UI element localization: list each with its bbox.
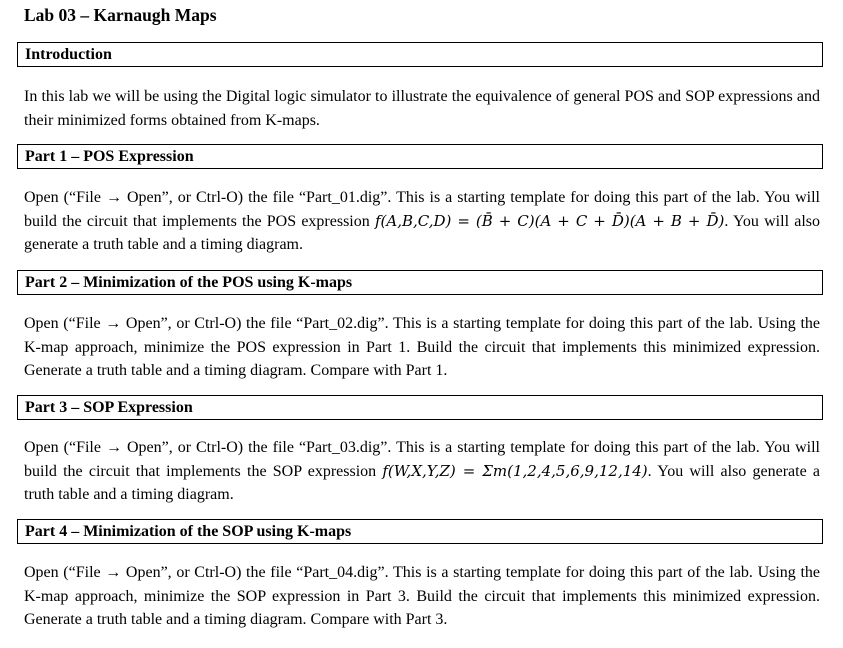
section-header-part-3: Part 3 – SOP Expression <box>17 395 823 420</box>
introduction-paragraph: In this lab we will be using the Digital logic simulator to illustrate the equivalence of general POS and SOP expressions and their minimized forms obtained from K-maps. <box>24 88 820 129</box>
pos-expression-math: f(A,B,C,D) = (B̄ + C)(A + C + D̄)(A + B + D̄) <box>374 211 725 230</box>
part-4-paragraph: Open (“File → Open”, or Ctrl-O) the file “Part_04.dig”. This is a starting template for doing this part of the lab. Using the K-map approach, minimize the SOP expression in Part 3. Build the circuit that implements this minimized expression. Generate a truth table and a timing diagram. Compare with Part 3. <box>24 564 820 628</box>
part-1-text-after: . You will also generate a truth table and a timing diagram. <box>24 212 820 253</box>
sop-expression-math: f(W,X,Y,Z) = Σm(1,2,4,5,6,9,12,14) <box>382 461 648 480</box>
part-3-paragraph <box>24 436 820 507</box>
part-3-text-before: Open (“File → Open”, or Ctrl-O) the file “Part_03.dig”. This is a starting template for doing this part of the lab. You will build the circuit that implements the SOP expression <box>24 439 820 480</box>
part-3-text-after: . You will also generate a truth table and a timing diagram. <box>24 462 821 503</box>
section-header-part-2: Part 2 – Minimization of the POS using K-maps <box>17 270 823 295</box>
part-2-paragraph: Open (“File → Open”, or Ctrl-O) the file “Part_02.dig”. This is a starting template for doing this part of the lab. Using the K-map approach, minimize the POS expression in Part 1. Build the circuit that implements this minimized expression. Generate a truth table and a timing diagram. Compare with Part 1. <box>24 315 820 379</box>
section-header-introduction: Introduction <box>17 42 823 67</box>
section-header-part-4: Part 4 – Minimization of the SOP using K-maps <box>17 519 823 544</box>
document-title: Lab 03 – Karnaugh Maps <box>24 5 217 25</box>
part-1-paragraph <box>24 186 820 257</box>
part-1-text-before: Open (“File → Open”, or Ctrl-O) the file “Part_01.dig”. This is a starting template for doing this part of the lab. You will build the circuit that implements the POS expression <box>24 189 820 230</box>
section-header-part-1: Part 1 – POS Expression <box>17 144 823 169</box>
